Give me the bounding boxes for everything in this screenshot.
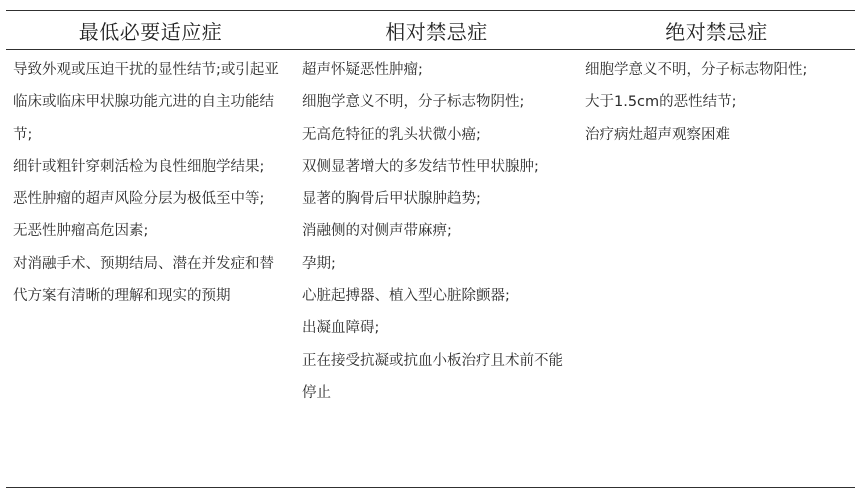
- list-item: 大于1.5cm的恶性结节;: [585, 94, 737, 111]
- table-body-row: [6, 50, 855, 409]
- header-relative-contraindications: 相对禁忌症: [385, 19, 488, 44]
- list-item: 无恶性肿瘤高危因素;: [13, 223, 149, 240]
- list-item: 超声怀疑恶性肿瘤;: [302, 62, 423, 78]
- header-absolute-contraindications: 绝对禁忌症: [665, 19, 768, 44]
- list-item: 心脏起搏器、植入型心脏除颤器;: [302, 288, 510, 305]
- list-item: 显著的胸骨后甲状腺肿趋势;: [302, 191, 481, 208]
- list-item: 无高危特征的乳头状微小癌;: [302, 126, 481, 143]
- list-item: 细针或粗针穿刺活检为良性细胞学结果;: [13, 158, 265, 175]
- table-bottom-rule: [6, 487, 855, 488]
- column-absolute-contraindications: [578, 54, 855, 151]
- list-item: 出凝血障碍;: [302, 320, 380, 337]
- list-item: 恶性肿瘤的超声风险分层为极低至中等;: [13, 191, 265, 208]
- minimum-indications-list: [6, 54, 295, 312]
- list-item: 消融侧的对侧声带麻痹;: [302, 223, 452, 240]
- contraindication-table: [6, 10, 855, 409]
- list-item: 治疗病灶超声观察困难: [585, 126, 730, 143]
- list-item: 细胞学意义不明，分子标志物阴性;: [302, 94, 525, 111]
- list-item: 导致外观或压迫干扰的显性结节;或引起亚临床或临床甲状腺功能亢进的自主功能结节;: [13, 62, 279, 143]
- column-minimum-indications: [6, 54, 295, 312]
- relative-contraindications-list: [295, 54, 578, 409]
- list-item: 孕期;: [302, 255, 336, 272]
- table-header-row: [6, 11, 855, 49]
- absolute-contraindications-list: [578, 54, 855, 151]
- column-relative-contraindications: [295, 54, 578, 409]
- list-item: 正在接受抗凝或抗血小板治疗且术前不能停止: [302, 352, 563, 401]
- list-item: 双侧显著增大的多发结节性甲状腺肿;: [302, 158, 539, 175]
- list-item: 细胞学意义不明，分子标志物阳性;: [585, 62, 808, 78]
- header-minimum-indications: 最低必要适应症: [78, 19, 223, 44]
- list-item: 对消融手术、预期结局、潜在并发症和替代方案有清晰的理解和现实的预期: [13, 255, 274, 305]
